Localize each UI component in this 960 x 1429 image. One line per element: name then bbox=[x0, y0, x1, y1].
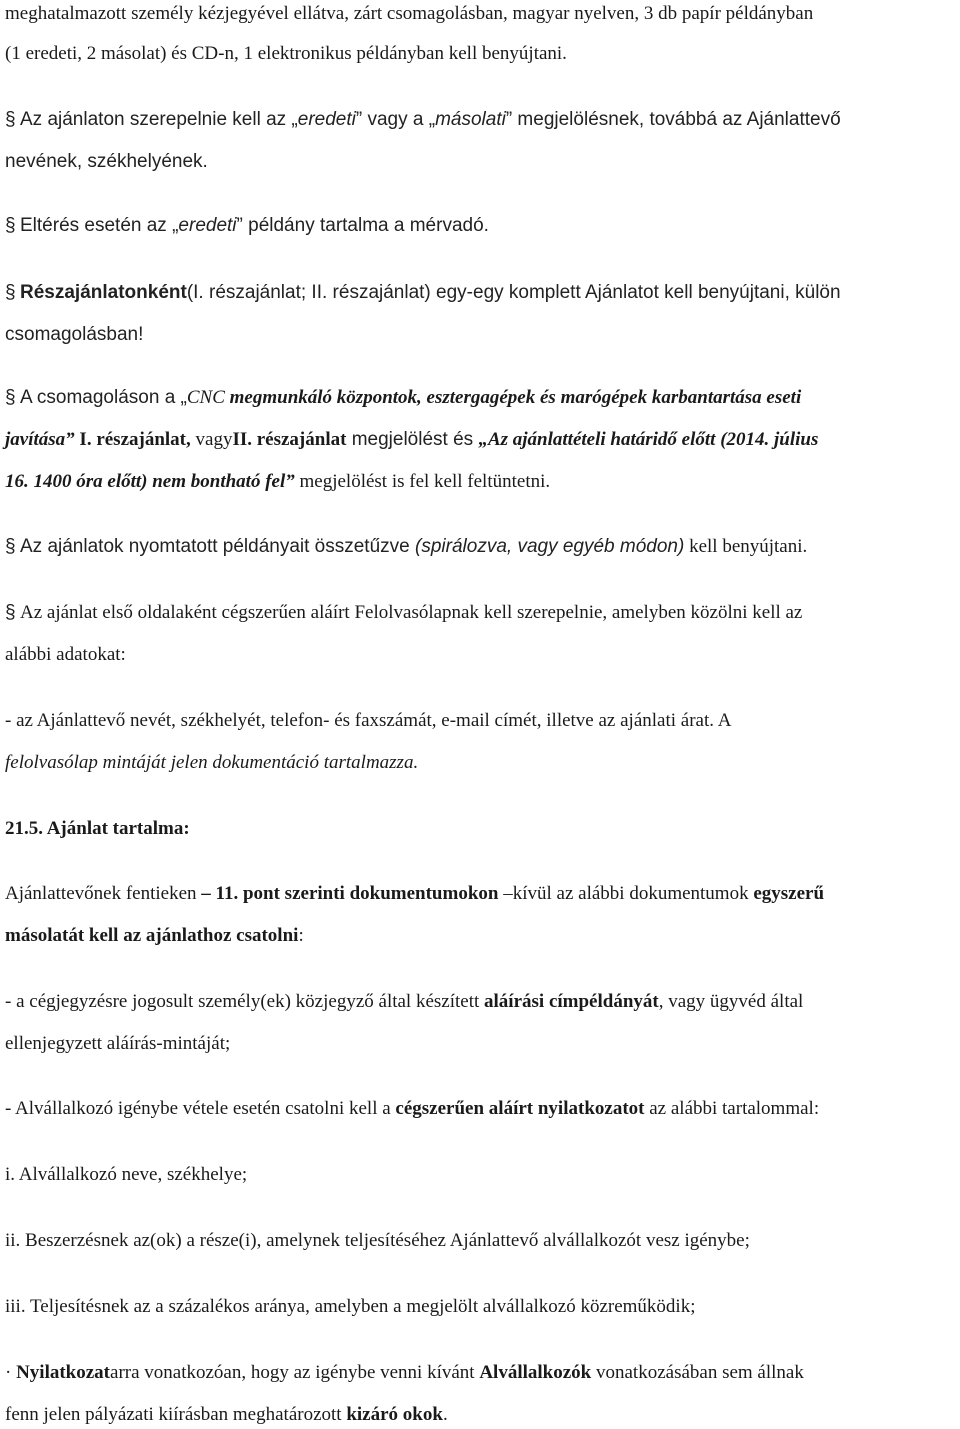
section-bullet-icon: § bbox=[5, 602, 16, 623]
paragraph-line: - az Ajánlattevő nevét, székhelyét, telefon- és faxszámát, e-mail címét, illetve az ajánlati árat. A bbox=[5, 710, 732, 731]
paragraph-line: felolvasólap mintáját jelen dokumentáció tartalmazza. bbox=[5, 752, 419, 773]
bullet-item-line: Az ajánlatok nyomtatott példányait összetűzve (spirálozva, vagy egyéb módon) kell benyújtani. bbox=[20, 536, 808, 557]
section-bullet-icon: § bbox=[5, 387, 16, 408]
bullet-item-line: 16. 1400 óra előtt) nem bontható fel” megjelölést is fel kell feltüntetni. bbox=[5, 471, 551, 492]
paragraph-line: ellenjegyzett aláírás-mintáját; bbox=[5, 1033, 231, 1054]
bullet-item-line: javítása” I. részajánlat, vagyII. részajánlat megjelölést és „Az ajánlattételi határidő előtt (2014. július bbox=[5, 429, 819, 450]
paragraph-line: - Alvállalkozó igénybe vétele esetén csatolni kell a cégszerűen aláírt nyilatkozatot az alábbi tartalommal: bbox=[5, 1098, 820, 1119]
section-bullet-icon: § bbox=[5, 536, 16, 557]
section-bullet-icon: § bbox=[5, 282, 16, 303]
bullet-item-line: A csomagoláson a „CNC megmunkáló központok, esztergagépek és marógépek karbantartása eseti bbox=[20, 387, 802, 408]
list-item: fenn jelen pályázati kiírásban meghatározott kizáró okok. bbox=[5, 1404, 448, 1425]
bullet-item-line: nevének, székhelyének. bbox=[5, 151, 208, 172]
paragraph-line: másolatát kell az ajánlathoz csatolni: bbox=[5, 925, 304, 946]
section-bullet-icon: § bbox=[5, 109, 16, 130]
list-item: · Nyilatkozatarra vonatkozóan, hogy az igénybe venni kívánt Alvállalkozók vonatkozásában sem állnak bbox=[5, 1362, 804, 1383]
bullet-item-line: Részajánlatonként(I. részajánlat; II. részajánlat) egy-egy komplett Ajánlatot kell benyújtani, külön bbox=[20, 282, 841, 303]
list-item: iii. Teljesítésnek az a százalékos aránya, amelyben a megjelölt alvállalkozó közreműködik; bbox=[5, 1296, 696, 1317]
list-item: i. Alvállalkozó neve, székhelye; bbox=[5, 1164, 248, 1185]
paragraph-line: (1 eredeti, 2 másolat) és CD-n, 1 elektronikus példányban kell benyújtani. bbox=[5, 43, 567, 64]
bullet-item-line: Az ajánlaton szerepelnie kell az „eredeti” vagy a „másolati” megjelölésnek, továbbá az Ajánlattevő bbox=[20, 109, 841, 130]
paragraph-line: Ajánlattevőnek fentieken – 11. pont szerinti dokumentumokon –kívül az alábbi dokumentumok egyszerű bbox=[5, 883, 825, 904]
paragraph-line: - a cégjegyzésre jogosult személy(ek) közjegyző által készített aláírási címpéldányát, vagy ügyvéd által bbox=[5, 991, 804, 1012]
list-item: ii. Beszerzésnek az(ok) a része(i), amelynek teljesítéséhez Ajánlattevő alvállalkozót vesz igénybe; bbox=[5, 1230, 750, 1251]
section-heading: 21.5. Ajánlat tartalma: bbox=[5, 818, 190, 839]
bullet-item-line: csomagolásban! bbox=[5, 324, 144, 345]
section-bullet-icon: § bbox=[5, 215, 16, 236]
bullet-item-line: Eltérés esetén az „eredeti” példány tartalma a mérvadó. bbox=[20, 215, 489, 236]
paragraph-line: meghatalmazott személy kézjegyével ellátva, zárt csomagolásban, magyar nyelven, 3 db papír példányban bbox=[5, 3, 814, 24]
bullet-item-line: alábbi adatokat: bbox=[5, 644, 126, 665]
bullet-item-line: Az ajánlat első oldalaként cégszerűen aláírt Felolvasólapnak kell szerepelnie, amelyben közölni kell az bbox=[20, 602, 803, 623]
